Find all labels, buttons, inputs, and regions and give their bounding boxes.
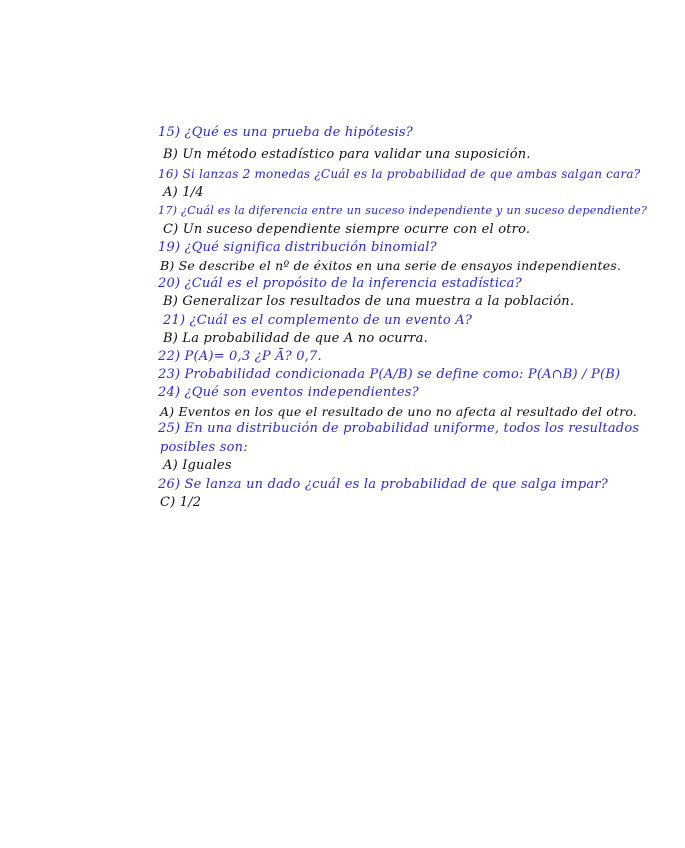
question-21: 21) ¿Cuál es el complemento de un evento A? — [163, 313, 473, 328]
question-20: 20) ¿Cuál es el propósito de la inferencia estadística? — [158, 276, 522, 291]
answer-17: C) Un suceso dependiente siempre ocurre con el otro. — [163, 222, 531, 237]
question-16: 16) Si lanzas 2 monedas ¿Cuál es la probabilidad de que ambas salgan cara? — [158, 167, 641, 181]
question-25-continued: posibles son: — [160, 440, 248, 455]
answer-25: A) Iguales — [163, 458, 232, 473]
question-17: 17) ¿Cuál es la diferencia entre un suceso independiente y un suceso dependiente? — [158, 204, 648, 217]
answer-26: C) 1/2 — [160, 495, 202, 510]
question-24: 24) ¿Qué son eventos independientes? — [158, 385, 419, 400]
answer-15: B) Un método estadístico para validar una suposición. — [163, 147, 531, 162]
question-23: 23) Probabilidad condicionada P(A/B) se define como: P(A∩B) / P(B) — [158, 367, 621, 382]
answer-21: B) La probabilidad de que A no ocurra. — [163, 331, 428, 346]
question-22: 22) P(A)= 0,3 ¿P Ā? 0,7. — [158, 349, 322, 364]
answer-24: A) Eventos en los que el resultado de uno no afecta al resultado del otro. — [160, 404, 638, 419]
question-15: 15) ¿Qué es una prueba de hipótesis? — [158, 125, 413, 140]
question-19: 19) ¿Qué significa distribución binomial? — [158, 240, 437, 255]
answer-16: A) 1/4 — [163, 185, 204, 200]
answer-19: B) Se describe el nº de éxitos en una serie de ensayos independientes. — [160, 258, 622, 273]
question-26: 26) Se lanza un dado ¿cuál es la probabilidad de que salga impar? — [158, 477, 608, 492]
question-25: 25) En una distribución de probabilidad uniforme, todos los resultados — [158, 421, 640, 436]
answer-20: B) Generalizar los resultados de una muestra a la población. — [163, 294, 575, 309]
